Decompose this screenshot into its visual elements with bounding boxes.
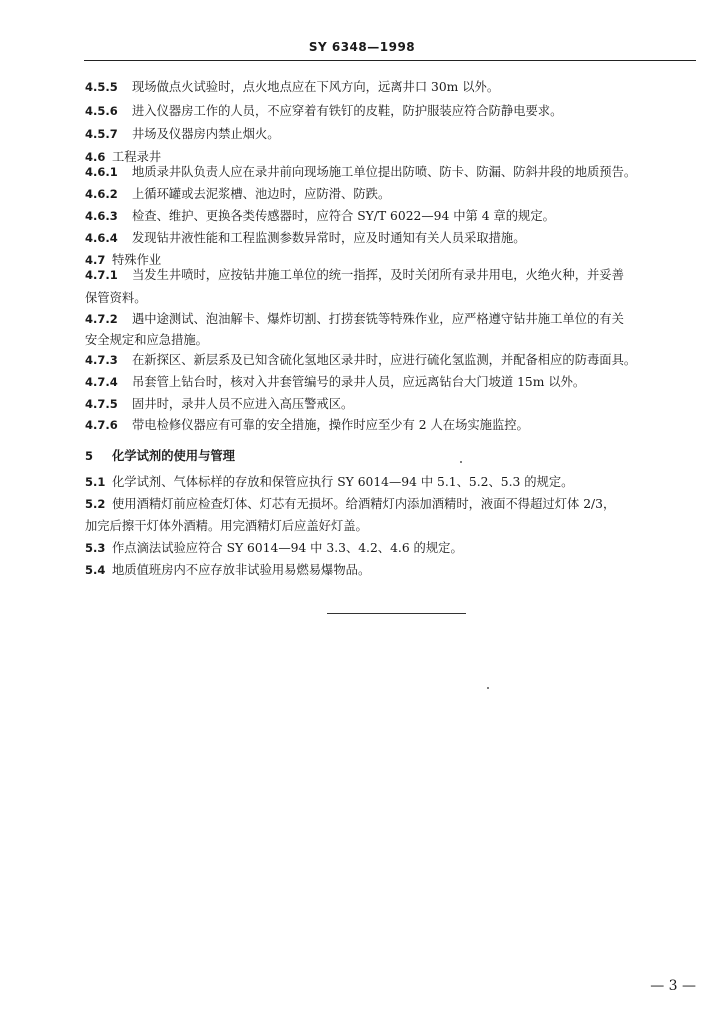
- clause-text: 遇中途测试、泡油解卡、爆炸切割、打捞套铣等特殊作业，应严格遵守钻井施工单位的有关: [132, 312, 624, 326]
- clause-text: 固井时，录井人员不应进入高压警戒区。: [132, 397, 354, 411]
- clause-text: 地质录井队负责人应在录井前向现场施工单位提出防喷、防卡、防漏、防斜井段的地质预告。: [132, 165, 637, 179]
- clause-number: 4.6.3: [85, 209, 118, 223]
- paragraph-4-7-5: [85, 396, 697, 412]
- subsection-number: 4.7: [85, 253, 106, 267]
- paragraph-4-6-3: [85, 208, 697, 224]
- clause-number: 4.6.2: [85, 187, 118, 201]
- paragraph-4-7-1-continuation: [85, 290, 697, 306]
- standard-code: SY 6348—1998: [308, 40, 416, 54]
- paragraph-5-2: [85, 496, 697, 512]
- clause-text: 在新探区、新层系及已知含硫化氢地区录井时，应进行硫化氢监测，并配备相应的防毒面具。: [132, 353, 637, 367]
- paragraph-4-5-5: [85, 79, 697, 95]
- clause-number: 4.5.7: [85, 127, 118, 141]
- clause-number: 4.5.6: [85, 104, 118, 118]
- clause-number: 5.2: [85, 497, 106, 511]
- paragraph-4-7-2: [85, 311, 697, 327]
- clause-text-continuation: 安全规定和应急措施。: [85, 333, 208, 347]
- section-title: 化学试剂的使用与管理: [112, 449, 235, 463]
- clause-text: 发现钻井液性能和工程监测参数异常时，应及时通知有关人员采取措施。: [132, 231, 526, 245]
- paragraph-5-3: [85, 540, 697, 556]
- clause-number: 5.4: [85, 563, 106, 577]
- scan-speck: [487, 687, 489, 689]
- header-rule: [84, 60, 696, 61]
- clause-text: 地质值班房内不应存放非试验用易燃易爆物品。: [112, 563, 371, 577]
- clause-text: 作点滴法试验应符合 SY 6014—94 中 3.3、4.2、4.6 的规定。: [112, 541, 463, 555]
- paragraph-4-6-1: [85, 164, 697, 180]
- paragraph-4-7-3: [85, 352, 697, 368]
- clause-number: 4.7.6: [85, 418, 118, 432]
- clause-text: 化学试剂、气体标样的存放和保管应执行 SY 6014—94 中 5.1、5.2、5.3 的规定。: [112, 475, 574, 489]
- paragraph-4-6-4: [85, 230, 697, 246]
- clause-number: 5.1: [85, 475, 106, 489]
- paragraph-4-5-7: [85, 126, 697, 142]
- clause-text: 使用酒精灯前应检查灯体、灯芯有无损坏。给酒精灯内添加酒精时，液面不得超过灯体 2/3，: [112, 497, 616, 511]
- paragraph-4-7-6: [85, 417, 697, 433]
- clause-text-continuation: 保管资料。: [85, 291, 147, 305]
- clause-number: 4.6.4: [85, 231, 118, 245]
- clause-text: 井场及仪器房内禁止烟火。: [132, 127, 280, 141]
- subsection-4-6: [85, 149, 697, 165]
- subsection-4-7: [85, 252, 697, 268]
- clause-number: 4.7.5: [85, 397, 118, 411]
- section-number: 5: [85, 449, 94, 463]
- clause-text: 吊套管上钻台时，核对入井套管编号的录井人员，应远离钻台大门坡道 15m 以外。: [132, 375, 586, 389]
- paragraph-4-6-2: [85, 186, 697, 202]
- clause-text: 现场做点火试验时，点火地点应在下风方向，远离井口 30m 以外。: [132, 80, 500, 94]
- clause-text-continuation: 加完后擦干灯体外酒精。用完酒精灯后应盖好灯盖。: [85, 519, 368, 533]
- page-header: [0, 40, 724, 54]
- end-of-standard-rule: [327, 613, 466, 614]
- section-5-heading: [85, 448, 697, 464]
- paragraph-4-7-2-continuation: [85, 332, 697, 348]
- clause-text: 上循环罐或去泥浆槽、池边时，应防滑、防跌。: [132, 187, 391, 201]
- clause-text: 带电检修仪器应有可靠的安全措施，操作时应至少有 2 人在场实施监控。: [132, 418, 529, 432]
- subsection-number: 4.6: [85, 150, 106, 164]
- page-number: — 3 —: [650, 978, 696, 994]
- clause-text: 进入仪器房工作的人员，不应穿着有铁钉的皮鞋，防护服装应符合防静电要求。: [132, 104, 563, 118]
- clause-text: 当发生井喷时，应按钻井施工单位的统一指挥，及时关闭所有录井用电，火绝火种，并妥善: [132, 268, 624, 282]
- paragraph-5-1: [85, 474, 697, 490]
- paragraph-5-4: [85, 562, 697, 578]
- clause-number: 4.7.2: [85, 312, 118, 326]
- clause-number: 4.7.3: [85, 353, 118, 367]
- paragraph-4-5-6: [85, 103, 697, 119]
- clause-number: 4.5.5: [85, 80, 118, 94]
- clause-number: 5.3: [85, 541, 106, 555]
- clause-text: 检查、维护、更换各类传感器时，应符合 SY/T 6022—94 中第 4 章的规定。: [132, 209, 555, 223]
- paragraph-5-2-continuation: [85, 518, 697, 534]
- subsection-title: 工程录井: [112, 150, 162, 164]
- clause-number: 4.7.4: [85, 375, 118, 389]
- clause-number: 4.6.1: [85, 165, 118, 179]
- paragraph-4-7-1: [85, 267, 697, 283]
- scan-speck: [460, 461, 462, 463]
- paragraph-4-7-4: [85, 374, 697, 390]
- subsection-title: 特殊作业: [112, 253, 162, 267]
- clause-number: 4.7.1: [85, 268, 118, 282]
